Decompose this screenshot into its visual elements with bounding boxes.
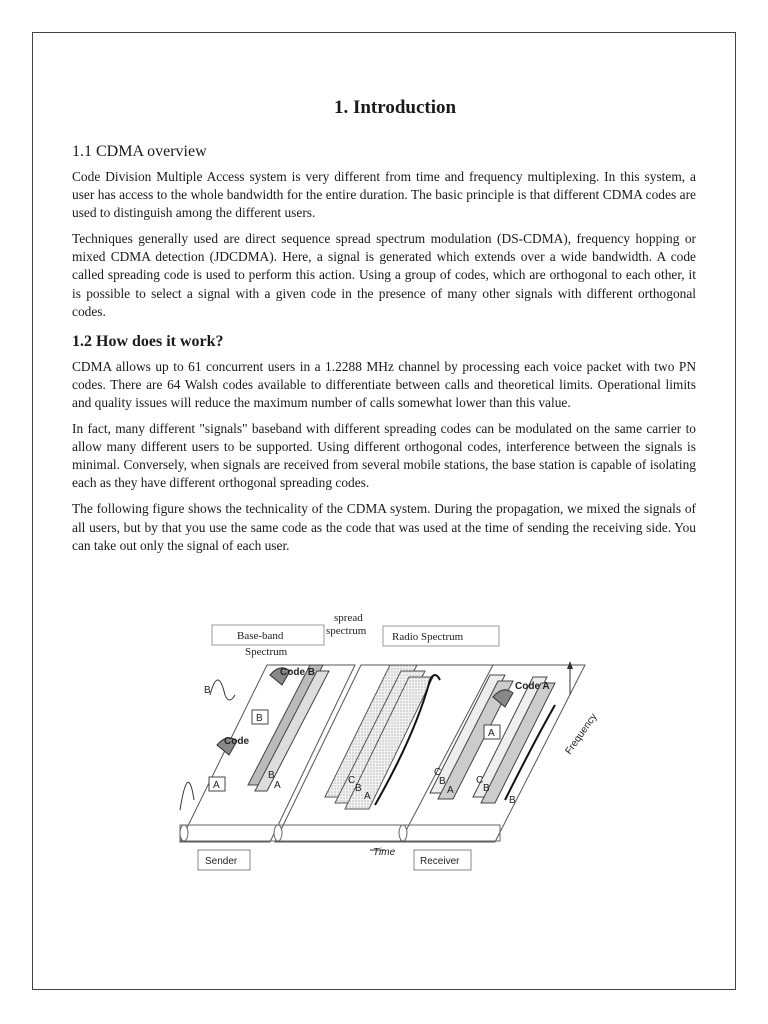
code-b-label: Code B bbox=[280, 667, 315, 678]
time-label: Time bbox=[373, 847, 396, 858]
letter-c: C bbox=[476, 775, 484, 786]
baseband-signal bbox=[180, 782, 194, 810]
paragraph: The following figure shows the technicality of the CDMA system. During the propagation, we mixed the signals of all users, but by that you use the same code as the code that was used at the time of sending the receiving side. You can take out only the signal of each user. bbox=[72, 501, 696, 553]
document-body bbox=[72, 95, 696, 563]
paragraph: Techniques generally used are direct sequence spread spectrum modulation (DS-CDMA), frequency hopping or mixed CDMA detection (JDCDMA). Here, a signal is generated which extends over a wide bandwidth. A code called spreading code is used to perform this action. Using a group of codes, which are orthogonal to each other, it is possible to select a signal with a given code in the presence of many other signals with different orthogonal codes. bbox=[72, 231, 696, 319]
document-title: 1. Introduction bbox=[333, 97, 457, 118]
letter-b: B bbox=[256, 713, 263, 724]
cdma-figure bbox=[175, 605, 610, 880]
baseband-signal bbox=[210, 680, 235, 700]
receiver-label: Receiver bbox=[420, 856, 460, 867]
roller-end bbox=[399, 825, 407, 841]
letter-a: A bbox=[274, 780, 281, 791]
code-a-label: Code A bbox=[515, 681, 550, 692]
letter-b: B bbox=[439, 776, 446, 787]
letter-b: B bbox=[204, 685, 211, 696]
section-heading-how-does-it-work: 1.2 How does it work? bbox=[72, 332, 224, 350]
roller-end bbox=[180, 825, 188, 841]
paragraph: In fact, many different "signals" baseband with different spreading codes can be modulated on the same carrier to allow many different users to be supported. Using different orthogonal codes, interference between the signals is minimal. Conversely, when signals are received from several mobile stations, the base station is capable of isolating each as they have different orthogonal spreading codes. bbox=[72, 421, 696, 491]
letter-a: A bbox=[364, 791, 371, 802]
section-heading-cdma-overview: 1.1 CDMA overview bbox=[72, 143, 207, 160]
paragraph: Code Division Multiple Access system is very different from time and frequency multiplexing. In this system, a user has access to the whole bandwidth for the entire duration. The basic principle is that different CDMA codes are used to distinguish among the different users. bbox=[72, 169, 696, 221]
letter-a: A bbox=[488, 728, 495, 739]
baseband-label: Base-band bbox=[237, 630, 284, 642]
letter-a: A bbox=[447, 785, 454, 796]
letter-c: C bbox=[434, 767, 442, 778]
roller-end bbox=[274, 825, 282, 841]
letter-c: C bbox=[348, 775, 356, 786]
frequency-label: Frequency bbox=[563, 711, 600, 757]
letter-b: B bbox=[509, 795, 516, 806]
letter-b: B bbox=[483, 783, 490, 794]
letter-a: A bbox=[213, 780, 220, 791]
sender-label: Sender bbox=[205, 856, 238, 867]
code-label: Code bbox=[224, 736, 249, 747]
letter-b: B bbox=[268, 770, 275, 781]
letter-b: B bbox=[355, 783, 362, 794]
radio-spectrum-label: Radio Spectrum bbox=[392, 631, 464, 643]
cdma-diagram bbox=[175, 605, 610, 880]
spectrum-label: Spectrum bbox=[245, 646, 288, 658]
spread-spectrum-label: spectrum bbox=[326, 625, 367, 637]
paragraph: CDMA allows up to 61 concurrent users in a 1.2288 MHz channel by processing each voice packet with two PN codes. There are 64 Walsh codes available to differentiate between calls and theoretical limits. Operational limits and quality issues will reduce the maximum number of calls somewhat lower than this value. bbox=[72, 358, 696, 410]
spread-label: spread bbox=[334, 612, 363, 624]
